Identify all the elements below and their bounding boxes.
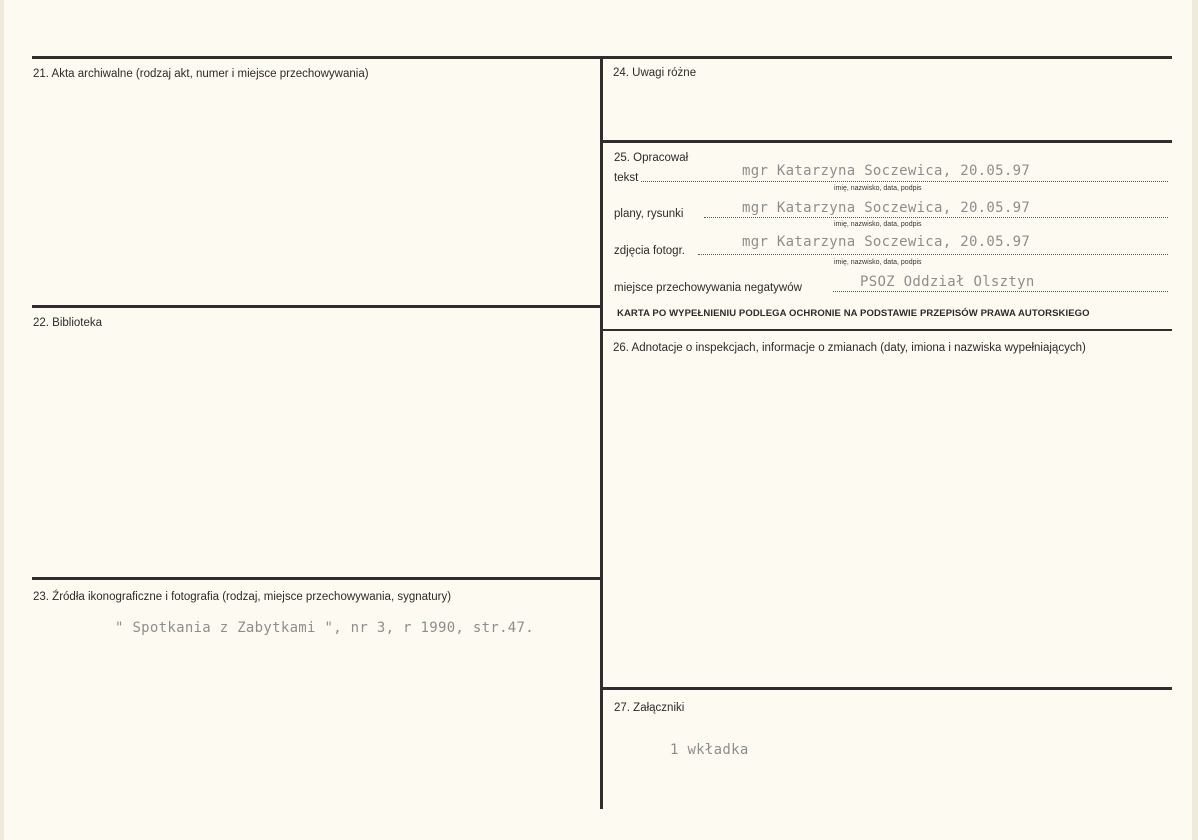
row-plany-value: mgr Katarzyna Soczewica, 20.05.97 bbox=[742, 200, 1031, 216]
row-plany-label: plany, rysunki bbox=[614, 208, 684, 220]
rule-22-23 bbox=[32, 577, 602, 580]
center-divider bbox=[600, 56, 603, 809]
section-25-title: 25. Opracował bbox=[614, 152, 689, 164]
section-27-title: 27. Załączniki bbox=[614, 702, 685, 714]
section-27-entry: 1 wkładka bbox=[670, 742, 749, 758]
paper-left-edge bbox=[0, 0, 4, 840]
rule-24-25 bbox=[600, 140, 1172, 143]
rule-25-26 bbox=[600, 329, 1172, 331]
row-tekst-line bbox=[641, 181, 1168, 182]
rule-21-22 bbox=[32, 305, 602, 308]
row-plany-line bbox=[704, 217, 1168, 218]
copyright-notice: KARTA PO WYPEŁNIENIU PODLEGA OCHRONIE NA PODSTAWIE PRZEPISÓW PRAWA AUTORSKIEGO bbox=[617, 308, 1090, 319]
row-zdjecia-label: zdjęcia fotogr. bbox=[614, 245, 685, 257]
row-tekst-caption: imię, nazwisko, data, podpis bbox=[834, 185, 922, 192]
row-zdjecia-line bbox=[698, 254, 1168, 255]
negatives-value: PSOZ Oddział Olsztyn bbox=[860, 274, 1035, 290]
section-24-title: 24. Uwagi różne bbox=[613, 67, 697, 79]
section-22-title: 22. Biblioteka bbox=[33, 317, 103, 329]
row-plany-caption: imię, nazwisko, data, podpis bbox=[834, 221, 922, 228]
rule-26-27 bbox=[600, 687, 1172, 690]
section-23-entry: " Spotkania z Zabytkami ", nr 3, r 1990, str.47. bbox=[115, 620, 534, 636]
section-21-title: 21. Akta archiwalne (rodzaj akt, numer i miejsce przechowywania) bbox=[33, 68, 369, 80]
paper-right-edge bbox=[1192, 0, 1198, 840]
section-26-title: 26. Adnotacje o inspekcjach, informacje o zmianach (daty, imiona i nazwiska wypełniających) bbox=[613, 342, 1086, 354]
row-zdjecia-value: mgr Katarzyna Soczewica, 20.05.97 bbox=[742, 234, 1031, 250]
negatives-line bbox=[833, 291, 1168, 292]
row-tekst-value: mgr Katarzyna Soczewica, 20.05.97 bbox=[742, 163, 1031, 179]
row-zdjecia-caption: imię, nazwisko, data, podpis bbox=[834, 259, 922, 266]
row-tekst-label: tekst bbox=[614, 172, 639, 184]
negatives-label: miejsce przechowywania negatywów bbox=[614, 282, 802, 294]
section-23-title: 23. Źródła ikonograficzne i fotografia (rodzaj, miejsce przechowywania, sygnatury) bbox=[33, 591, 452, 603]
